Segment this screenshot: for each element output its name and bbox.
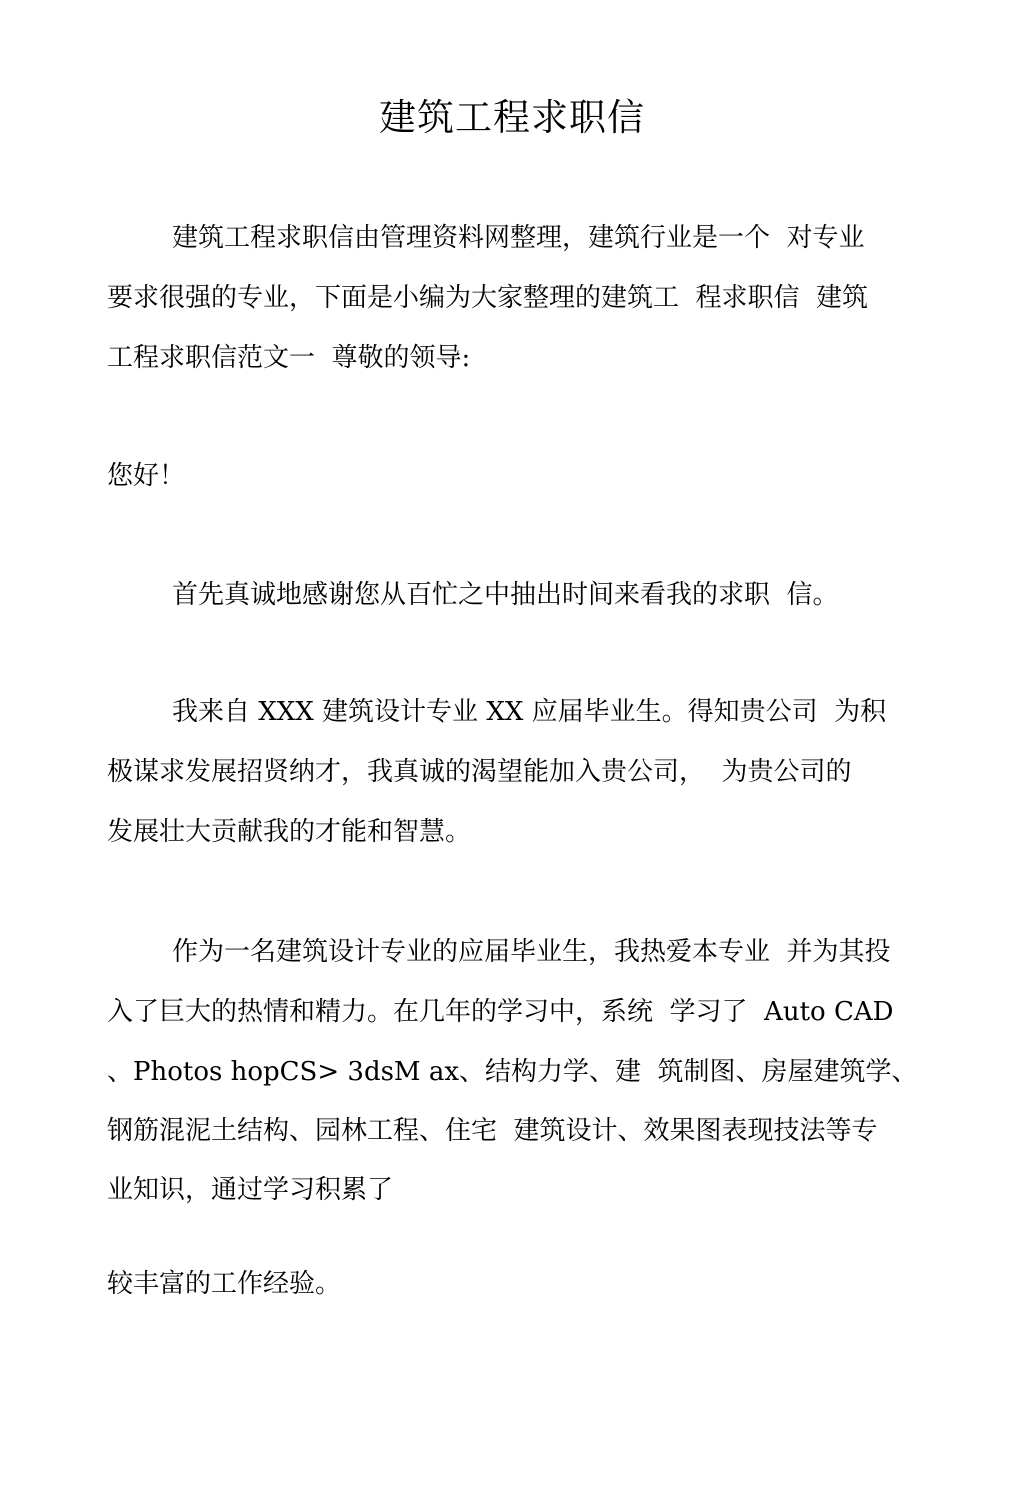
paragraph-line: 我来自 XXX 建筑设计专业 XX 应届毕业生。得知贵公司 为积 (172, 697, 887, 727)
paragraph-line: 发展壮大贡献我的才能和智慧。 (107, 817, 472, 847)
paragraph-line: 要求很强的专业，下面是小编为大家整理的建筑工 程求职信 建筑 (107, 283, 869, 313)
paragraph-line: 钢筋混泥土结构、园林工程、住宅 建筑设计、效果图表现技法等专 (107, 1116, 878, 1146)
paragraph-line: 作为一名建筑设计专业的应届毕业生，我热爱本专业 并为其投 (172, 937, 891, 967)
paragraph-line: 、Photos hopCS> 3dsM ax、结构力学、建 筑制图、房屋建筑学、 (107, 1057, 918, 1087)
document-title: 建筑工程求职信 (379, 96, 645, 139)
paragraph-line: 极谋求发展招贤纳才，我真诚的渴望能加入贵公司， 为贵公司的 (107, 757, 852, 787)
paragraph-line: 工程求职信范文一 尊敬的领导: (107, 343, 471, 373)
paragraph-line: 业知识，通过学习积累了 (107, 1175, 394, 1205)
paragraph-line: 建筑工程求职信由管理资料网整理，建筑行业是一个 对专业 (172, 223, 865, 253)
paragraph-line: 入了巨大的热情和精力。在几年的学习中，系统 学习了 Auto CAD (107, 997, 894, 1027)
paragraph-line: 首先真诚地感谢您从百忙之中抽出时间来看我的求职 信。 (172, 580, 839, 610)
greeting-line: 您好！ (107, 461, 186, 491)
paragraph-line: 较丰富的工作经验。 (107, 1269, 342, 1299)
